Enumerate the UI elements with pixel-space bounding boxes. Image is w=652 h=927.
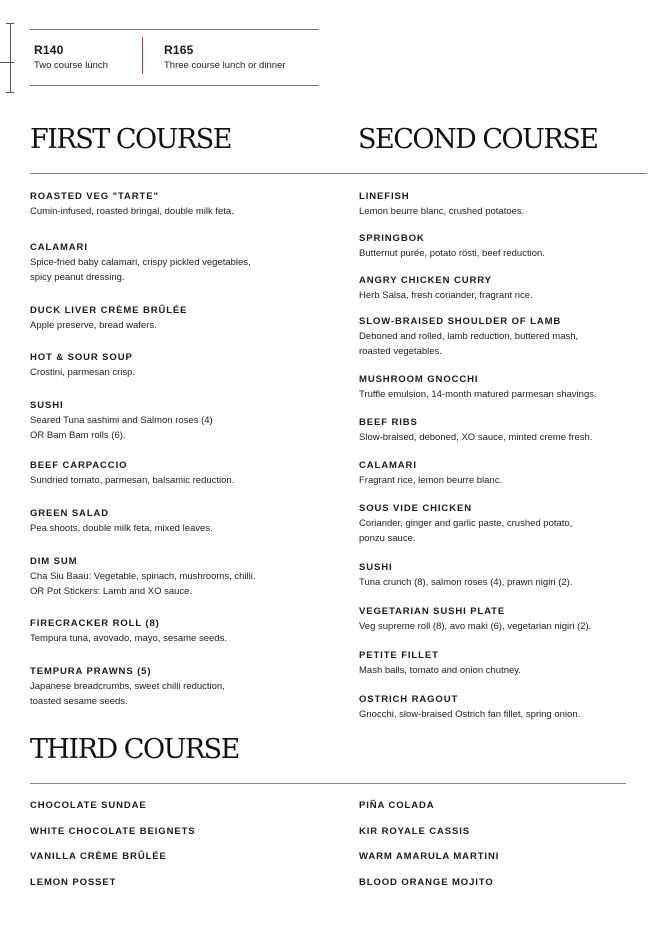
item-desc: roasted vegetables.	[359, 346, 442, 357]
bracket-tick-top	[6, 23, 14, 24]
item-desc: Pea shoots, double milk feta, mixed leaves.	[30, 523, 213, 534]
item-name: HOT & SOUR SOUP	[30, 352, 133, 363]
item-desc: Lemon beurre blanc, crushed potatoes.	[359, 206, 525, 217]
item-name: BEEF CARPACCIO	[30, 460, 128, 471]
item-name: FIRECRACKER ROLL (8)	[30, 618, 160, 629]
menu-item	[359, 232, 652, 261]
item-desc: toasted sesame seeds.	[30, 696, 128, 707]
menu-item	[359, 605, 652, 634]
menu-item	[359, 274, 652, 303]
bracket-tick-middle	[0, 62, 14, 63]
price-amount: R140	[34, 43, 64, 57]
item-name: SPRINGBOK	[359, 233, 425, 244]
item-desc: Tuna crunch (8), salmon roses (4), prawn nigiri (2).	[359, 577, 573, 588]
price-rule-top	[30, 29, 319, 30]
dessert-item: LEMON POSSET	[30, 877, 117, 888]
dessert-item: WARM AMARULA MARTINI	[359, 851, 500, 862]
item-name: DIM SUM	[30, 556, 78, 567]
item-desc: Cha Siu Baau: Vegetable, spinach, mushrooms, chilli.	[30, 571, 256, 582]
menu-item	[359, 190, 652, 219]
third-course-rule	[30, 783, 626, 784]
item-desc: Butternut purée, potato rösti, beef reduction.	[359, 248, 545, 259]
item-desc: Apple preserve, bread wafers.	[30, 320, 157, 331]
item-name: SUSHI	[30, 400, 64, 411]
menu-item	[359, 315, 652, 359]
bracket-line	[10, 23, 11, 93]
item-desc: Spice-fried baby calamari, crispy pickled vegetables,	[30, 257, 251, 268]
dessert-item: PIÑA COLADA	[359, 800, 435, 811]
item-desc: Tempura tuna, avovado, mayo, sesame seeds.	[30, 633, 227, 644]
price-label: Three course lunch or dinner	[164, 60, 286, 71]
item-desc: Coriander, ginger and garlic paste, crushed potato,	[359, 518, 573, 529]
menu-item	[359, 459, 652, 488]
item-desc: Mash balls, tomato and onion chutney.	[359, 665, 521, 676]
dessert-item: VANILLA CRÈME BRÛLÉE	[30, 851, 167, 862]
menu-item	[30, 399, 330, 443]
item-name: CALAMARI	[30, 242, 88, 253]
first-course-heading: FIRST COURSE	[30, 124, 231, 155]
item-name: GREEN SALAD	[30, 508, 110, 519]
price-amount: R165	[164, 43, 194, 57]
item-desc: Sundried tomato, parmesan, balsamic reduction.	[30, 475, 235, 486]
menu-item	[30, 555, 330, 599]
menu-item	[30, 507, 330, 536]
dessert-item: WHITE CHOCOLATE BEIGNETS	[30, 826, 196, 837]
menu-item	[359, 373, 652, 402]
menu-item	[359, 561, 652, 590]
item-name: SUSHI	[359, 562, 393, 573]
price-divider	[142, 37, 143, 74]
item-desc: Seared Tuna sashimi and Salmon roses (4)	[30, 415, 213, 426]
second-course-heading: SECOND COURSE	[358, 124, 598, 155]
item-name: LINEFISH	[359, 191, 410, 202]
bracket-tick-bottom	[6, 92, 14, 93]
item-desc: spicy peanut dressing.	[30, 272, 125, 283]
menu-item	[359, 502, 652, 546]
item-name: ROASTED VEG "TARTE"	[30, 191, 159, 202]
menu-item	[30, 459, 330, 488]
dessert-item: CHOCOLATE SUNDAE	[30, 800, 147, 811]
menu-item	[30, 351, 330, 380]
item-name: BEEF RIBS	[359, 417, 418, 428]
item-desc: Veg supreme roll (8), avo maki (6), vegetarian nigiri (2).	[359, 621, 592, 632]
item-name: DUCK LIVER CRÈME BRÛLÉE	[30, 305, 188, 316]
dessert-item: KIR ROYALE CASSIS	[359, 826, 471, 837]
item-name: MUSHROOM GNOCCHI	[359, 374, 479, 385]
item-desc: Japanese breadcrumbs, sweet chilli reduction,	[30, 681, 225, 692]
course-rule	[30, 173, 647, 174]
menu-item	[359, 693, 652, 722]
item-name: ANGRY CHICKEN CURRY	[359, 275, 492, 286]
menu-item	[30, 190, 330, 219]
item-desc: Slow-braised, deboned, XO sauce, minted creme fresh.	[359, 432, 593, 443]
item-desc: Truffle emulsion, 14-month matured parmesan shavings.	[359, 389, 597, 400]
price-two-course	[34, 43, 108, 71]
item-desc: Gnocchi, slow-braised Ostrich fan fillet, spring onion.	[359, 709, 581, 720]
item-name: TEMPURA PRAWNS (5)	[30, 666, 152, 677]
menu-item	[30, 304, 330, 333]
price-rule-bottom	[30, 85, 319, 86]
item-name: SLOW-BRAISED SHOULDER OF LAMB	[359, 316, 562, 327]
item-desc: ponzu sauce.	[359, 533, 416, 544]
menu-item	[30, 241, 330, 285]
price-three-course	[164, 43, 285, 71]
menu-item	[30, 665, 330, 709]
item-desc: Cumin-infused, roasted bringal, double milk feta.	[30, 206, 234, 217]
third-course-heading: THIRD COURSE	[30, 734, 239, 765]
menu-item	[359, 416, 652, 445]
dessert-item: BLOOD ORANGE MOJITO	[359, 877, 494, 888]
item-name: OSTRICH RAGOUT	[359, 694, 459, 705]
item-name: PETITE FILLET	[359, 650, 439, 661]
menu-item	[30, 617, 330, 646]
menu-item	[359, 649, 652, 678]
item-name: CALAMARI	[359, 460, 417, 471]
price-label: Two course lunch	[34, 60, 108, 71]
item-desc: Fragrant rice, lemon beurre blanc.	[359, 475, 503, 486]
item-name: SOUS VIDE CHICKEN	[359, 503, 472, 514]
item-name: VEGETARIAN SUSHI PLATE	[359, 606, 506, 617]
item-desc: Herb Salsa, fresh coriander, fragrant rice.	[359, 290, 533, 301]
item-desc: OR Pot Stickers: Lamb and XO sauce.	[30, 586, 193, 597]
item-desc: Deboned and rolled, lamb reduction, buttered mash,	[359, 331, 579, 342]
item-desc: Crostini, parmesan crisp.	[30, 367, 136, 378]
item-desc: OR Bam Bam rolls (6).	[30, 430, 126, 441]
